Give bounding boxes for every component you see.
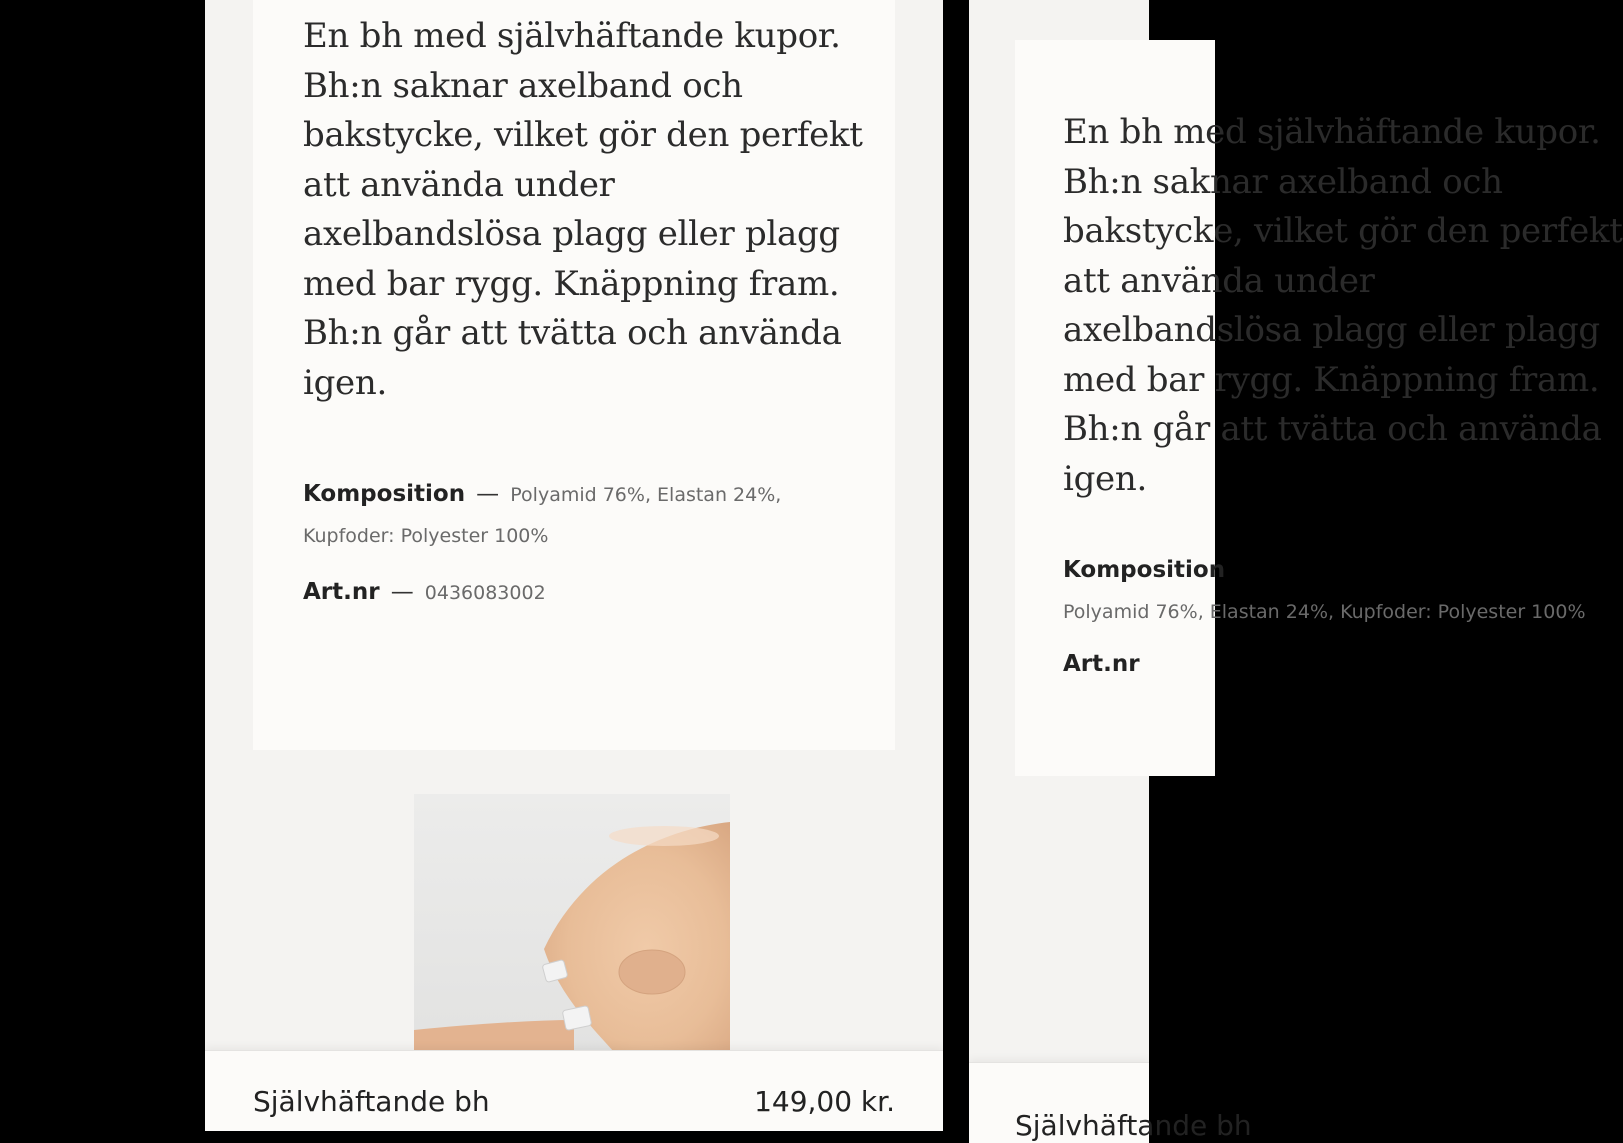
product-panel (205, 0, 943, 1125)
next-product-footer[interactable] (969, 1062, 1252, 1143)
composition-dash: — (476, 481, 500, 507)
artnr-value: 0436083002 (424, 582, 546, 604)
next-article-number-row (1063, 646, 1140, 684)
product-description: En bh med självhäftande kupor. Bh:n saknar axelband och bakstycke, vilket gör den perfekt att använda under axelbandslösa plagg eller plagg med bar rygg. Knäppning fram. Bh:n går att tvätta och använda igen. (303, 16, 863, 403)
next-composition-value: Polyamid 76%, Elastan 24%, Kupfoder: Polyester 100% (1063, 601, 1586, 623)
artnr-label: Art.nr (303, 579, 380, 605)
composition-row (303, 474, 823, 557)
next-composition-label: Komposition (1063, 557, 1226, 583)
article-number-row (303, 574, 546, 612)
next-product-panel[interactable] (969, 0, 1623, 1142)
product-footer[interactable] (205, 1050, 943, 1131)
composition-label: Komposition (303, 481, 466, 507)
adhesive-bra-product-image (414, 794, 730, 1052)
next-product-name[interactable]: Självhäftande bh (1015, 1109, 1252, 1142)
next-product-description: En bh med självhäftande kupor. Bh:n saknar axelband och bakstycke, vilket gör den perfekt att använda under axelbandslösa plagg eller plagg med bar rygg. Knäppning fram. Bh:n går att tvätta och använda igen. (1063, 112, 1623, 499)
composition-value: Polyamid 76%, Elastan 24%, Kupfoder: Polyester 100% (303, 484, 782, 547)
next-product-info-card (1015, 40, 1623, 776)
next-artnr-label: Art.nr (1063, 651, 1140, 677)
next-composition-row (1063, 550, 1586, 633)
product-name[interactable]: Självhäftande bh (253, 1085, 490, 1118)
product-price: 149,00 kr. (754, 1085, 895, 1118)
artnr-dash: — (390, 579, 414, 605)
product-info-card (253, 0, 895, 750)
product-thumbnail[interactable] (414, 794, 730, 1052)
